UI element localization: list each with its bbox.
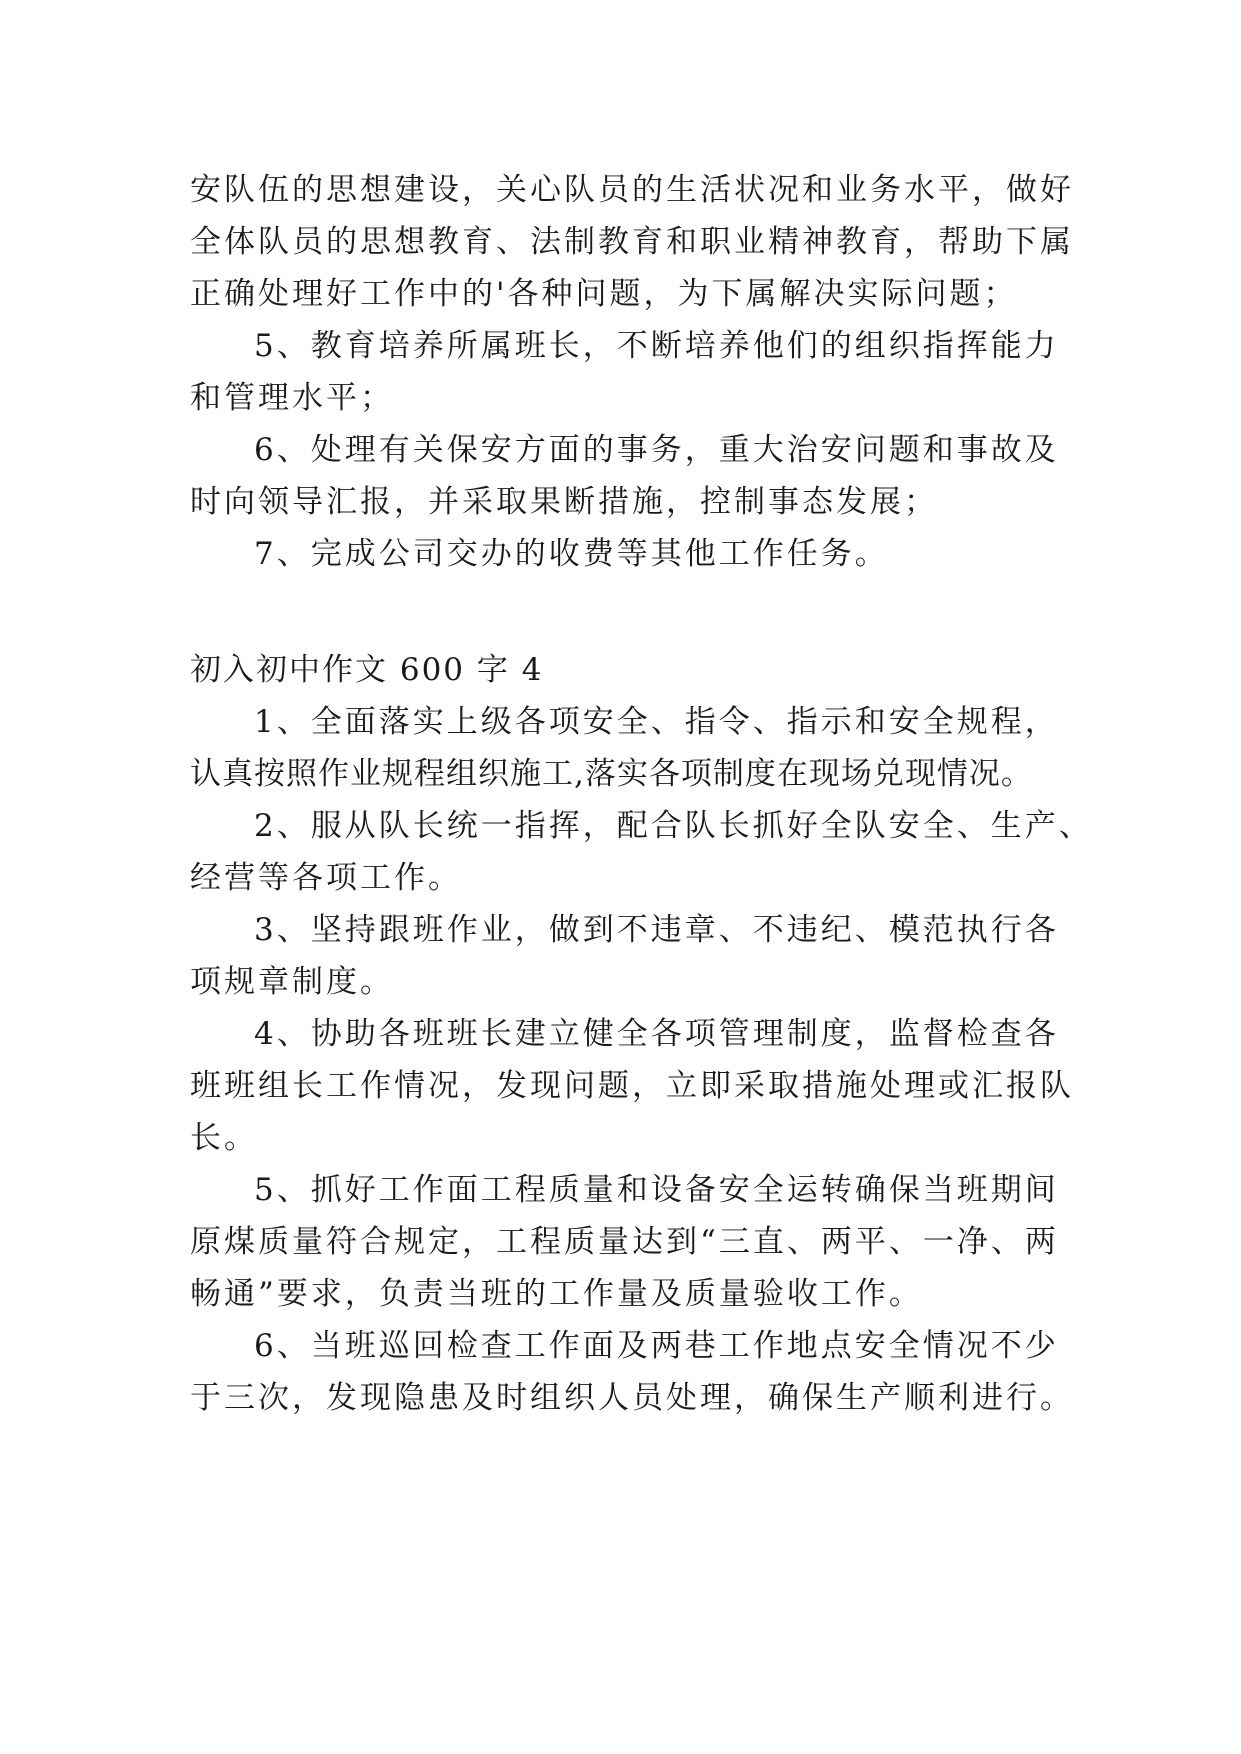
- section-heading: 初入初中作文 600 字 4: [190, 652, 544, 688]
- paragraph-duty-2: [190, 800, 1093, 904]
- paragraph-duty-1: [190, 696, 1090, 800]
- paragraph-item-7: [190, 528, 1090, 580]
- text-line: 安队伍的思想建设，关心队员的生活状况和业务水平，做好: [190, 172, 1074, 208]
- paragraph-duty-5: [190, 1164, 1090, 1320]
- text-line: 5、教育培养所属班长，不断培养他们的组织指挥能力: [254, 328, 1059, 364]
- paragraph-item-5: [190, 320, 1090, 424]
- text-line: 时向领导汇报，并采取果断措施，控制事态发展；: [190, 484, 938, 520]
- paragraph-item-6: [190, 424, 1090, 528]
- text-line: 班班组长工作情况，发现问题，立即采取措施处理或汇报队: [190, 1068, 1074, 1104]
- text-line: 6、当班巡回检查工作面及两巷工作地点安全情况不少: [254, 1328, 1059, 1364]
- text-line: 认真按照作业规程组织施工,落实各项制度在现场兑现情况。: [190, 756, 1033, 792]
- section-gap: [190, 580, 1090, 644]
- text-line: 经营等各项工作。: [190, 860, 462, 896]
- text-line: 畅通”要求，负责当班的工作量及质量验收工作。: [190, 1276, 923, 1312]
- text-line: 和管理水平；: [190, 380, 394, 416]
- text-line: 原煤质量符合规定，工程质量达到“三直、两平、一净、两: [190, 1224, 1059, 1260]
- paragraph-intro: [190, 164, 1090, 320]
- text-line: 1、全面落实上级各项安全、指令、指示和安全规程，: [254, 704, 1059, 740]
- text-line: 5、抓好工作面工程质量和设备安全运转确保当班期间: [254, 1172, 1059, 1208]
- text-line: 6、处理有关保安方面的事务，重大治安问题和事故及: [254, 432, 1059, 468]
- document-body: [190, 164, 1093, 1424]
- paragraph-duty-3: [190, 904, 1090, 1008]
- paragraph-duty-4: [190, 1008, 1090, 1164]
- text-line: 4、协助各班班长建立健全各项管理制度，监督检查各: [254, 1016, 1059, 1052]
- paragraph-duty-6: [190, 1320, 1090, 1424]
- text-line: 全体队员的思想教育、法制教育和职业精神教育，帮助下属: [190, 224, 1074, 260]
- text-line: 2、服从队长统一指挥，配合队长抓好全队安全、生产、: [254, 808, 1093, 844]
- text-line: 项规章制度。: [190, 964, 394, 1000]
- text-line: 7、完成公司交办的收费等其他工作任务。: [254, 536, 889, 572]
- text-line: 正确处理好工作中的'各种问题，为下属解决实际问题；: [190, 276, 1018, 312]
- text-line: 3、坚持跟班作业，做到不违章、不违纪、模范执行各: [254, 912, 1059, 948]
- text-line: 长。: [190, 1120, 258, 1156]
- text-line: 于三次，发现隐患及时组织人员处理，确保生产顺利进行。: [190, 1380, 1074, 1416]
